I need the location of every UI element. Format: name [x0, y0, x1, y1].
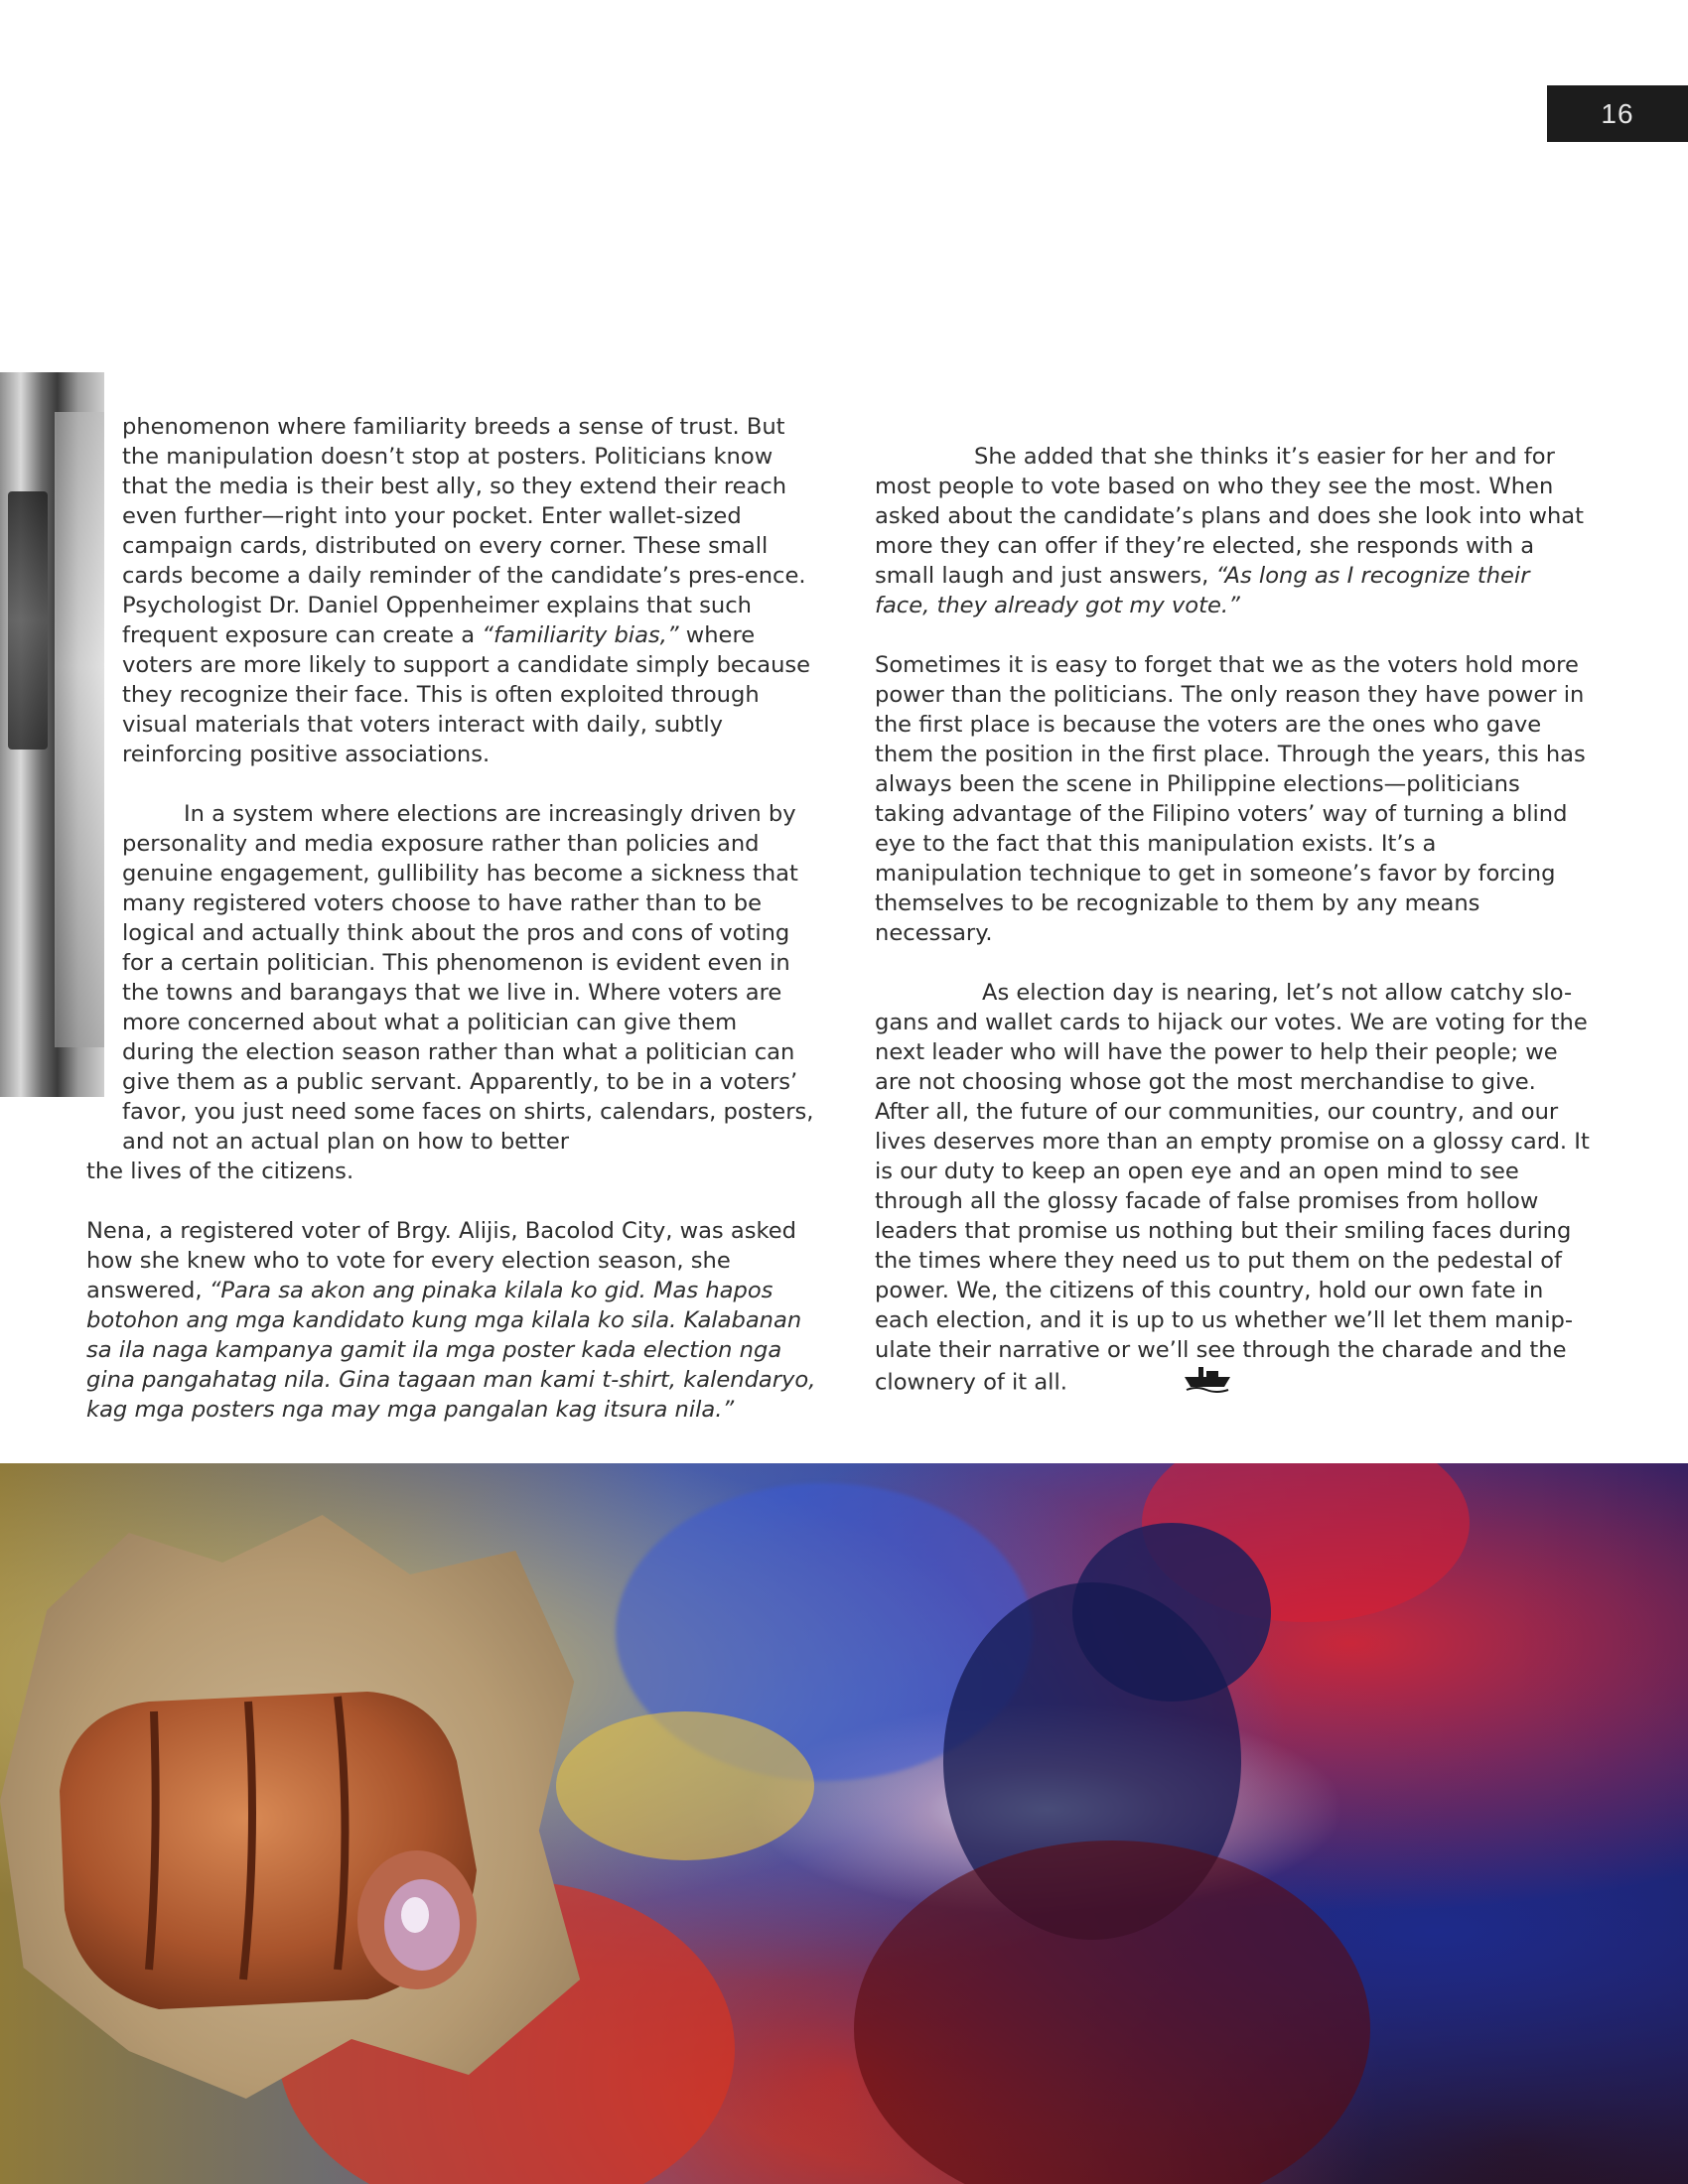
- paragraph-gap: [875, 620, 1590, 650]
- paragraph-gap: [875, 948, 1590, 978]
- left-p3-quote: “Para sa akon ang pinaka kilala ko gid. Mas hapos botohon ang mga kandidato kung mga kilala ko sila. Kalabanan sa ila naga kampanya gamit ila mga poster kada election nga gina pangahatag nila. Gina tagaan man kami t-shirt, kalendaryo, kag mga posters nga may mga pangalan kag itsura nila.”: [86, 1278, 816, 1423]
- collage-illustration: [0, 1463, 1688, 2184]
- right-paragraph-1: [875, 442, 1590, 620]
- left-paragraph-2-tail: [86, 1157, 816, 1186]
- photo-strip-shadow: [8, 491, 48, 750]
- left-p2-text: In a system where elections are increasingly driven by personality and media exposure rather than policies and genuine engagement, gullibility has become a sickness that many registered voters choose to have rather than to be logical and actually think about the pros and cons of voting for a certain politician. This phenomenon is evident even in the towns and barangays that we live in. Where voters are more concerned about what a politician can give them during the election season rather than what a politician can give them as a public servant. Apparently, to be in a voters’ favor, you just need some faces on shirts, calendars, posters, and not an actual plan on how to better: [122, 801, 814, 1155]
- left-p1-end: where voters are more likely to support a candidate simply because they recognize their face. This is often exploited through visual materials that voters interact with daily, subtly reinforcing positive associations.: [122, 622, 811, 767]
- right-p1-quote: “As long as I recognize their face, they already got my vote.”: [875, 563, 1530, 618]
- left-p2-tail-text: the lives of the citizens.: [86, 1159, 354, 1184]
- page-number: 16: [1601, 97, 1634, 129]
- right-paragraph-3: [875, 978, 1590, 1401]
- left-p1-emphasis: “familiarity bias,”: [482, 622, 679, 648]
- left-paragraph-1: [86, 412, 816, 769]
- paragraph-gap: [86, 769, 816, 799]
- right-paragraph-2: [875, 650, 1590, 948]
- ship-icon: [1075, 1365, 1232, 1401]
- page-number-tab: [1547, 85, 1688, 142]
- right-column: [875, 442, 1590, 1401]
- left-p3-text: Nena, a registered voter of Brgy. Alijis, Bacolod City, was asked how she knew who to vote for every election season, she answered,: [86, 1218, 797, 1303]
- paragraph-gap: [86, 1186, 816, 1216]
- fist-icon: [40, 1672, 536, 2029]
- left-p1-text: phenomenon where familiarity breeds a sense of trust. But the manipulation doesn’t stop at posters. Politicians know that the media is their best ally, so they extend their reach even further—right into your pocket. Enter wallet-sized campaign cards, distributed on every corner. These small cards become a daily reminder of the candidate’s pres-ence. Psychologist Dr. Daniel Oppenheimer explains that such frequent exposure can create a: [122, 414, 806, 648]
- left-column: [86, 412, 816, 1425]
- art-dark-red-shadow: [854, 1841, 1370, 2184]
- right-p2-text: Sometimes it is easy to forget that we as the voters hold more power than the politicians. The only reason they have power in the first place is because the voters are the ones who gave them the position in the first place. Through the years, this has always been the scene in Philippine elections—politicians taking advantage of the Filipino voters’ way of turning a blind eye to the fact that this manipulation exists. It’s a manipulation technique to get in someone’s favor by forcing themselves to be recognizable to them by any means necessary.: [875, 652, 1586, 946]
- right-p1-text: She added that she thinks it’s easier for her and for most people to vote based on who they see the most. When asked about the candidate’s plans and does she look into what more they can offer if they’re elected, she responds with a small laugh and just answers,: [875, 444, 1585, 589]
- left-paragraph-2: [86, 799, 816, 1157]
- art-yellow-splash: [556, 1711, 814, 1860]
- right-p3-text: As election day is nearing, let’s not allow catchy slo-gans and wallet cards to hijack our votes. We are voting for the next leader who will have the power to help their people; we are not choosing whose got the most merchandise to give. After all, the future of our communities, our country, and our lives deserves more than an empty promise on a glossy card. It is our duty to keep an open eye and an open mind to see through all the glossy facade of false promises from hollow leaders that promise us nothing but their smiling faces during the times where they need us to put them on the pedestal of power. We, the citizens of this country, hold our own fate in each election, and it is up to us whether we’ll let them manip-ulate their narrative or we’ll see through the charade and the clownery of it all.: [875, 980, 1590, 1396]
- left-paragraph-3: [86, 1216, 816, 1425]
